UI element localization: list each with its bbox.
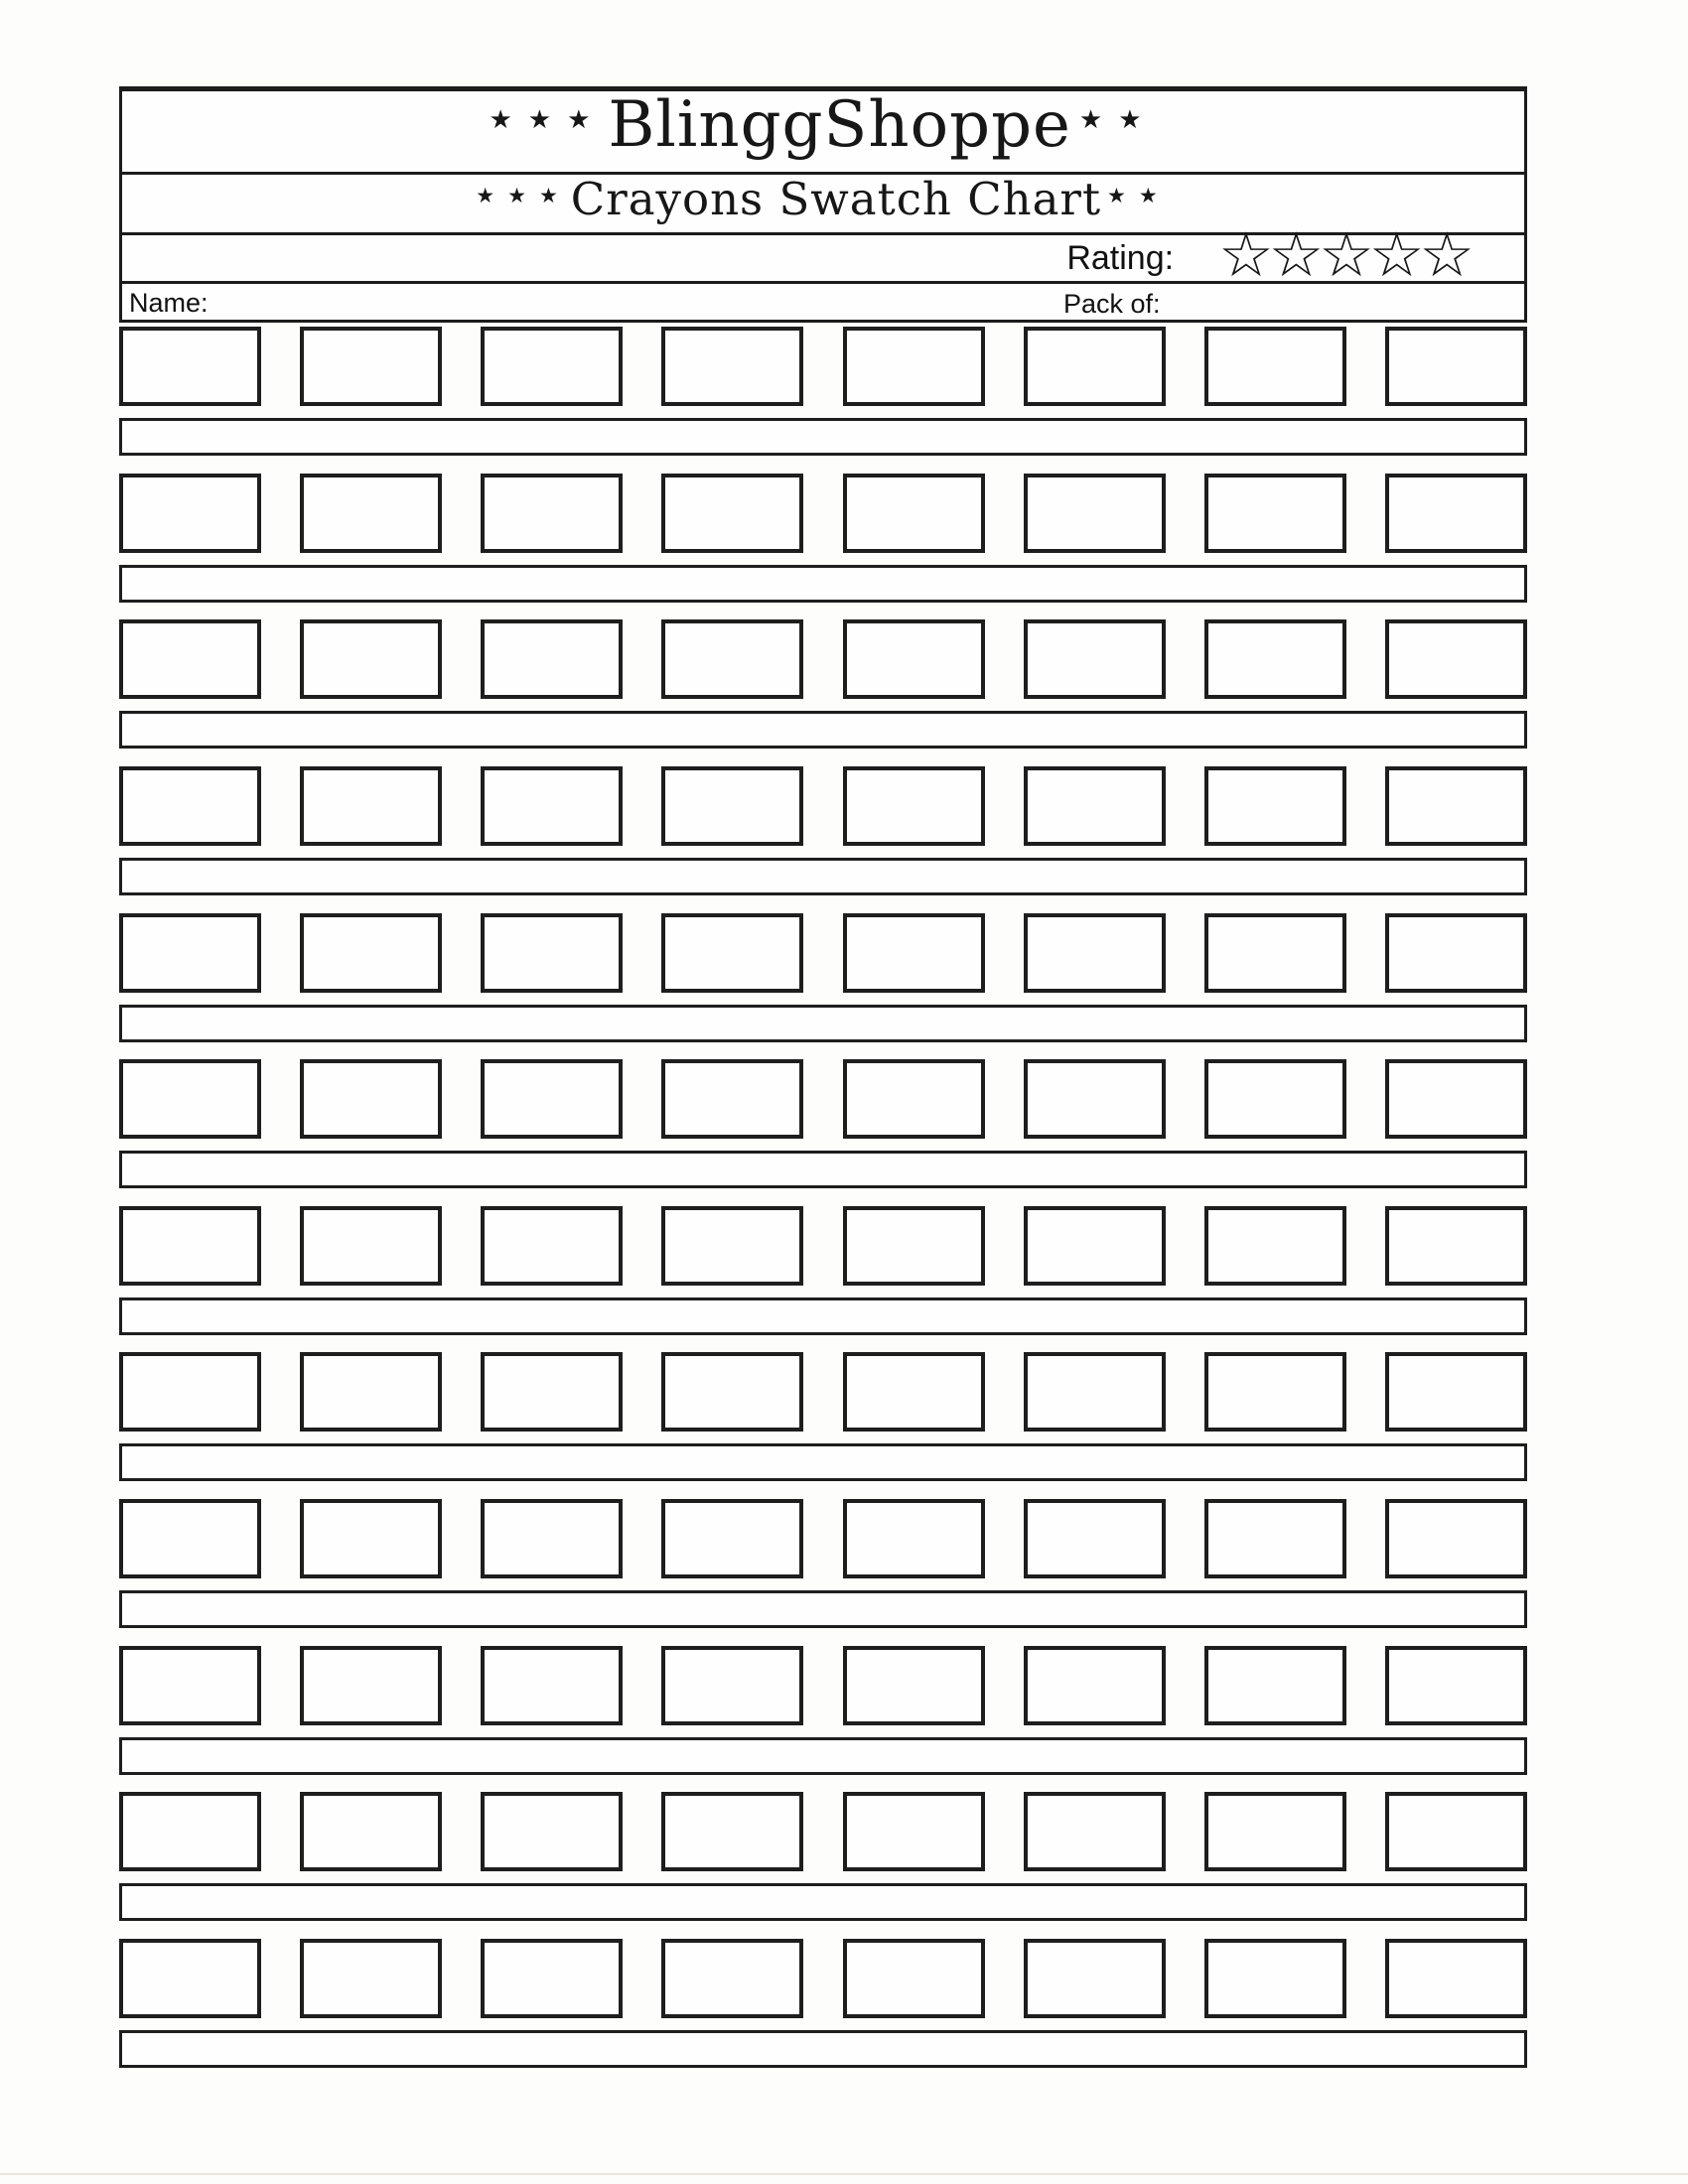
pack-of-label: Pack of: bbox=[1063, 289, 1161, 319]
swatch-cell bbox=[119, 619, 261, 699]
swatch-cell bbox=[661, 1352, 803, 1432]
color-name-bar bbox=[119, 1443, 1527, 1481]
swatch-cell bbox=[1204, 1059, 1346, 1139]
swatch-cell bbox=[661, 474, 803, 553]
swatch-cell bbox=[843, 1499, 985, 1578]
swatch-cell bbox=[300, 1939, 442, 2018]
swatch-cell bbox=[300, 327, 442, 406]
swatch-cell bbox=[1385, 1499, 1527, 1578]
swatch-cell bbox=[661, 1939, 803, 2018]
chart-subtitle: Crayons Swatch Chart bbox=[570, 173, 1102, 225]
swatch-cell bbox=[1385, 1646, 1527, 1725]
swatch-cell bbox=[300, 1792, 442, 1871]
color-name-bar bbox=[119, 1590, 1527, 1628]
swatch-cell bbox=[843, 1059, 985, 1139]
swatch-cell bbox=[119, 766, 261, 846]
swatch-cell bbox=[1024, 474, 1166, 553]
rating-label: Rating: bbox=[1066, 239, 1175, 277]
swatch-cell bbox=[843, 1939, 985, 2018]
swatch-row bbox=[119, 1499, 1527, 1578]
swatch-cell bbox=[661, 1792, 803, 1871]
swatch-cell bbox=[1385, 1206, 1527, 1286]
swatch-cell bbox=[1024, 1792, 1166, 1871]
swatch-cell bbox=[843, 913, 985, 993]
swatch-cell bbox=[119, 1059, 261, 1139]
swatch-cell bbox=[661, 619, 803, 699]
swatch-row bbox=[119, 474, 1527, 553]
swatch-cell bbox=[300, 1206, 442, 1286]
swatch-cell bbox=[843, 327, 985, 406]
swatch-cell bbox=[661, 1206, 803, 1286]
swatch-cell bbox=[1024, 619, 1166, 699]
swatch-cell bbox=[1204, 766, 1346, 846]
swatch-cell bbox=[843, 1646, 985, 1725]
swatch-cell bbox=[481, 327, 623, 406]
swatch-cell bbox=[661, 1646, 803, 1725]
swatch-cell bbox=[481, 1059, 623, 1139]
swatch-cell bbox=[1385, 913, 1527, 993]
swatch-cell bbox=[843, 766, 985, 846]
swatch-cell bbox=[300, 474, 442, 553]
swatch-cell bbox=[843, 474, 985, 553]
swatch-row bbox=[119, 1939, 1527, 2018]
swatch-cell bbox=[481, 1939, 623, 2018]
color-name-bar bbox=[119, 1297, 1527, 1335]
swatch-cell bbox=[1024, 766, 1166, 846]
color-name-bar bbox=[119, 565, 1527, 603]
swatch-cell bbox=[843, 1352, 985, 1432]
swatch-cell bbox=[300, 766, 442, 846]
swatch-cell bbox=[1385, 1352, 1527, 1432]
swatch-cell bbox=[661, 1059, 803, 1139]
swatch-row bbox=[119, 913, 1527, 993]
title-stars-left-icon: ★★★ bbox=[489, 105, 607, 135]
swatch-row bbox=[119, 766, 1527, 846]
swatch-cell bbox=[481, 474, 623, 553]
swatch-cell bbox=[1204, 619, 1346, 699]
name-label: Name: bbox=[129, 288, 209, 318]
color-name-bar bbox=[119, 858, 1527, 895]
subtitle-stars-left-icon: ★★★ bbox=[476, 184, 571, 207]
swatch-row bbox=[119, 1059, 1527, 1139]
swatch-cell bbox=[1204, 1939, 1346, 2018]
color-name-bar bbox=[119, 1883, 1527, 1921]
swatch-cell bbox=[1024, 1059, 1166, 1139]
swatch-row bbox=[119, 1352, 1527, 1432]
swatch-cell bbox=[1204, 474, 1346, 553]
swatch-cell bbox=[1385, 1792, 1527, 1871]
swatch-cell bbox=[119, 1939, 261, 2018]
swatch-cell bbox=[119, 1206, 261, 1286]
swatch-cell bbox=[481, 766, 623, 846]
color-name-bar bbox=[119, 1151, 1527, 1188]
color-name-bar bbox=[119, 2030, 1527, 2068]
swatch-cell bbox=[119, 1352, 261, 1432]
swatch-cell bbox=[119, 474, 261, 553]
swatch-cell bbox=[481, 619, 623, 699]
swatch-cell bbox=[481, 1206, 623, 1286]
swatch-row bbox=[119, 1646, 1527, 1725]
swatch-cell bbox=[1024, 1939, 1166, 2018]
swatch-cell bbox=[481, 1352, 623, 1432]
swatch-cell bbox=[119, 1499, 261, 1578]
color-name-bar bbox=[119, 418, 1527, 456]
swatch-cell bbox=[843, 1206, 985, 1286]
swatch-cell bbox=[119, 1792, 261, 1871]
swatch-cell bbox=[1204, 327, 1346, 406]
swatch-cell bbox=[1385, 766, 1527, 846]
swatch-cell bbox=[119, 1646, 261, 1725]
rating-stars-icon: ☆☆☆☆☆ bbox=[1218, 221, 1470, 290]
swatch-cell bbox=[1024, 1206, 1166, 1286]
swatch-cell bbox=[300, 1352, 442, 1432]
swatch-cell bbox=[843, 1792, 985, 1871]
swatch-cell bbox=[1024, 1499, 1166, 1578]
subtitle-stars-right-icon: ★★ bbox=[1107, 184, 1171, 207]
swatch-cell bbox=[481, 1646, 623, 1725]
shop-title: BlinggShoppe bbox=[608, 88, 1071, 162]
swatch-row bbox=[119, 1206, 1527, 1286]
swatch-row bbox=[119, 327, 1527, 406]
swatch-cell bbox=[300, 913, 442, 993]
swatch-row bbox=[119, 619, 1527, 699]
swatch-cell bbox=[119, 913, 261, 993]
swatch-cell bbox=[300, 1499, 442, 1578]
swatch-cell bbox=[1204, 913, 1346, 993]
swatch-cell bbox=[1385, 327, 1527, 406]
swatch-cell bbox=[1204, 1499, 1346, 1578]
swatch-cell bbox=[1204, 1792, 1346, 1871]
page-edge-shadow bbox=[0, 2173, 1688, 2175]
swatch-cell bbox=[300, 619, 442, 699]
swatch-cell bbox=[661, 913, 803, 993]
swatch-cell bbox=[1385, 474, 1527, 553]
swatch-cell bbox=[481, 1792, 623, 1871]
swatch-cell bbox=[1024, 1646, 1166, 1725]
swatch-cell bbox=[300, 1059, 442, 1139]
swatch-cell bbox=[1385, 1059, 1527, 1139]
swatch-cell bbox=[1204, 1352, 1346, 1432]
swatch-cell bbox=[1204, 1646, 1346, 1725]
swatch-cell bbox=[1024, 327, 1166, 406]
swatch-cell bbox=[1385, 619, 1527, 699]
swatch-cell bbox=[661, 1499, 803, 1578]
color-name-bar bbox=[119, 711, 1527, 749]
swatch-cell bbox=[661, 327, 803, 406]
swatch-cell bbox=[1024, 1352, 1166, 1432]
swatch-cell bbox=[843, 619, 985, 699]
color-name-bar bbox=[119, 1737, 1527, 1775]
swatch-cell bbox=[1385, 1939, 1527, 2018]
swatch-cell bbox=[300, 1646, 442, 1725]
title-stars-right-icon: ★★ bbox=[1078, 105, 1158, 135]
swatch-cell bbox=[1024, 913, 1166, 993]
color-name-bar bbox=[119, 1005, 1527, 1042]
swatch-cell bbox=[661, 766, 803, 846]
swatch-cell bbox=[119, 327, 261, 406]
swatch-row bbox=[119, 1792, 1527, 1871]
swatch-cell bbox=[1204, 1206, 1346, 1286]
swatch-cell bbox=[481, 913, 623, 993]
swatch-cell bbox=[481, 1499, 623, 1578]
